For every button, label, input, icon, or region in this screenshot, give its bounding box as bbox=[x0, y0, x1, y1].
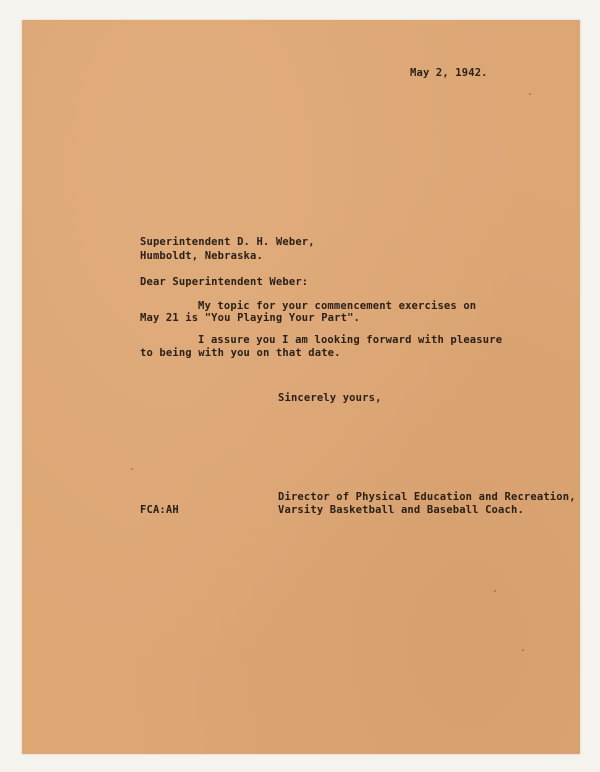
addressee-location: Humboldt, Nebraska. bbox=[140, 250, 263, 262]
typist-initials: FCA:AH bbox=[140, 504, 179, 516]
signature-title-line-2: Varsity Basketball and Baseball Coach. bbox=[278, 504, 524, 516]
body-paragraph-1-line-1: My topic for your commencement exercises on bbox=[198, 300, 477, 312]
body-paragraph-1-line-2: May 21 is "You Playing Your Part". bbox=[140, 312, 361, 324]
letter-date: May 2, 1942. bbox=[410, 67, 488, 79]
body-paragraph-2-line-1: I assure you I am looking forward with pleasure bbox=[198, 334, 503, 346]
paper-speck bbox=[131, 468, 133, 470]
closing: Sincerely yours, bbox=[278, 392, 382, 404]
paper-speck bbox=[522, 649, 524, 651]
paper-speck bbox=[494, 590, 496, 592]
signature-title-line-1: Director of Physical Education and Recreation, bbox=[278, 491, 576, 503]
letter-page bbox=[22, 20, 580, 754]
addressee-name: Superintendent D. H. Weber, bbox=[140, 236, 315, 248]
paper-speck bbox=[529, 93, 531, 95]
salutation: Dear Superintendent Weber: bbox=[140, 276, 309, 288]
body-paragraph-2-line-2: to being with you on that date. bbox=[140, 347, 341, 359]
